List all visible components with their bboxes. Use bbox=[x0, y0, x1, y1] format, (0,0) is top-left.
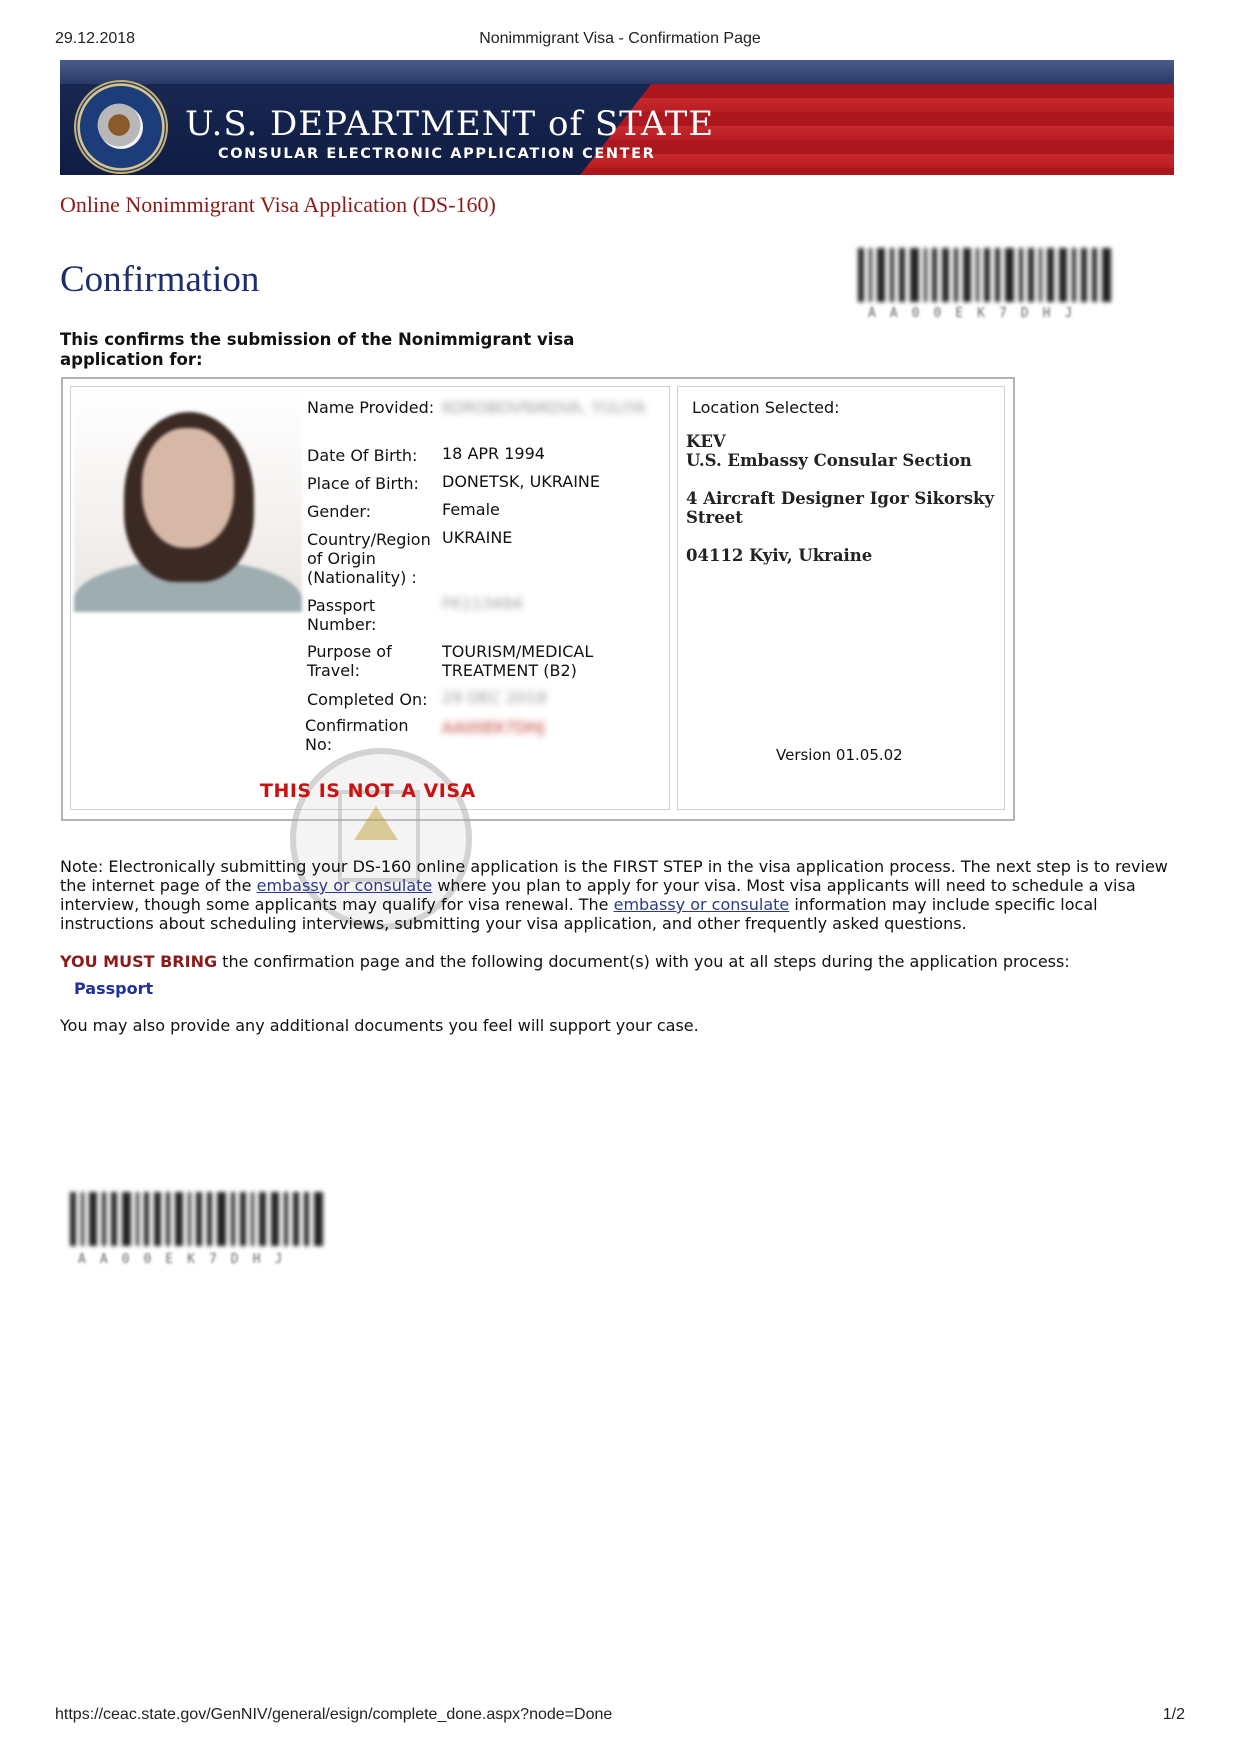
barcode-bar bbox=[1081, 248, 1087, 302]
barcode-bar bbox=[1059, 248, 1067, 302]
not-a-visa-warning: THIS IS NOT A VISA bbox=[260, 780, 476, 802]
location-heading: Location Selected: bbox=[692, 398, 840, 417]
barcode-bar bbox=[890, 248, 894, 302]
label-place-of-birth: Place of Birth: bbox=[307, 474, 419, 493]
embassy-consulate-link[interactable]: embassy or consulate bbox=[256, 876, 433, 895]
must-bring-emphasis: YOU MUST BRING bbox=[60, 952, 218, 971]
location-section: U.S. Embassy Consular Section bbox=[686, 451, 972, 470]
print-date: 29.12.2018 bbox=[55, 30, 136, 47]
label-dob: Date Of Birth: bbox=[307, 446, 418, 465]
barcode-bar bbox=[1005, 248, 1014, 302]
label-nationality: Country/Region of Origin (Nationality) : bbox=[307, 530, 431, 587]
barcode-bar bbox=[1039, 248, 1042, 302]
value-place-of-birth: DONETSK, UKRAINE bbox=[442, 472, 600, 491]
barcode-bar bbox=[954, 248, 958, 302]
barcode-bar bbox=[1028, 248, 1034, 302]
barcode-top bbox=[858, 248, 1111, 302]
label-confirmation-no: Confirmation No: bbox=[305, 716, 409, 754]
barcode-bar bbox=[207, 1192, 212, 1246]
barcode-bar bbox=[251, 1192, 254, 1246]
next-step-note bbox=[60, 857, 1180, 933]
barcode-bar bbox=[240, 1192, 246, 1246]
value-nationality: UKRAINE bbox=[442, 528, 513, 547]
applicant-photo bbox=[74, 392, 302, 612]
barcode-bar bbox=[976, 248, 979, 302]
barcode-bar bbox=[284, 1192, 288, 1246]
must-bring-text: the confirmation page and the following document(s) with you at all steps during the application process: bbox=[217, 952, 1070, 971]
required-document-passport: Passport bbox=[74, 979, 154, 998]
barcode-bar bbox=[89, 1192, 97, 1246]
label-gender: Gender: bbox=[307, 502, 372, 521]
label-completed-on: Completed On: bbox=[307, 690, 428, 709]
application-title: Online Nonimmigrant Visa Application (DS-160) bbox=[60, 192, 496, 217]
banner-title: U.S. DEPARTMENT of STATE bbox=[185, 104, 715, 144]
print-page-number: 1/2 bbox=[1162, 1706, 1185, 1723]
barcode-bar bbox=[858, 248, 864, 302]
value-purpose: TOURISM/MEDICAL TREATMENT (B2) bbox=[442, 642, 594, 680]
barcode-bar bbox=[877, 248, 885, 302]
barcode-bar bbox=[259, 1192, 266, 1246]
barcode-bar bbox=[1102, 248, 1111, 302]
barcode-bar bbox=[995, 248, 1000, 302]
barcode-bar bbox=[924, 248, 927, 302]
value-name: KOROBOVNIKOVA, YULIYA bbox=[442, 398, 647, 417]
location-code: KEV bbox=[686, 432, 726, 451]
eagle-icon bbox=[94, 100, 144, 150]
value-completed-on: 29 DEC 2018 bbox=[442, 688, 547, 707]
location-city: 04112 Kyiv, Ukraine bbox=[686, 546, 873, 565]
note-text-2: where you plan to apply for your visa. Most visa applicants will need to schedule a visa interview, though some applicants may qualify for visa renewal. The bbox=[60, 876, 1136, 914]
barcode-bar bbox=[111, 1192, 117, 1246]
barcode-bar bbox=[102, 1192, 106, 1246]
barcode-bar bbox=[984, 248, 990, 302]
must-bring-notice bbox=[60, 952, 1180, 971]
barcode-bar bbox=[1072, 248, 1076, 302]
barcode-bar bbox=[70, 1192, 76, 1246]
barcode-bar bbox=[314, 1192, 323, 1246]
label-name: Name Provided: bbox=[307, 398, 435, 417]
barcode-bar bbox=[869, 248, 872, 302]
barcode-bar bbox=[122, 1192, 131, 1246]
barcode-bar bbox=[293, 1192, 299, 1246]
value-gender: Female bbox=[442, 500, 500, 519]
banner-top-strip bbox=[60, 60, 1174, 84]
confirmation-intro: This confirms the submission of the Nonimmigrant visa application for: bbox=[60, 330, 575, 369]
barcode-bar bbox=[942, 248, 949, 302]
barcode-bottom bbox=[70, 1192, 323, 1246]
print-title: Nonimmigrant Visa - Confirmation Page bbox=[479, 30, 761, 47]
barcode-bar bbox=[1092, 248, 1097, 302]
barcode-bar bbox=[136, 1192, 139, 1246]
page-title: Confirmation bbox=[60, 259, 260, 300]
note-text-1: Note: Electronically submitting your DS-160 online application is the FIRST STEP in the visa application process. The next step is to review the internet page of the bbox=[60, 857, 1168, 895]
barcode-top-text: AA00EK7DHJ bbox=[868, 306, 1087, 321]
barcode-bar bbox=[144, 1192, 149, 1246]
barcode-bar bbox=[188, 1192, 191, 1246]
barcode-bar bbox=[196, 1192, 202, 1246]
barcode-bar bbox=[231, 1192, 235, 1246]
value-confirmation-no: AA00EK7DHJ bbox=[442, 718, 545, 737]
barcode-bar bbox=[899, 248, 905, 302]
embassy-consulate-info-link[interactable]: embassy or consulate bbox=[613, 895, 790, 914]
banner-subtitle: CONSULAR ELECTRONIC APPLICATION CENTER bbox=[218, 146, 656, 162]
dos-banner bbox=[60, 60, 1174, 175]
barcode-bar bbox=[1047, 248, 1054, 302]
barcode-bar bbox=[963, 248, 971, 302]
print-url: https://ceac.state.gov/GenNIV/general/esign/complete_done.aspx?node=Done bbox=[55, 1706, 613, 1723]
version-label: Version 01.05.02 bbox=[776, 746, 903, 764]
barcode-bar bbox=[304, 1192, 309, 1246]
barcode-bar bbox=[1019, 248, 1023, 302]
label-purpose: Purpose of Travel: bbox=[307, 642, 392, 680]
value-dob: 18 APR 1994 bbox=[442, 444, 545, 463]
barcode-bottom-text: AA00EK7DHJ bbox=[78, 1252, 297, 1267]
barcode-bar bbox=[932, 248, 937, 302]
value-passport: FK113494 bbox=[442, 594, 523, 613]
barcode-bar bbox=[81, 1192, 84, 1246]
barcode-bar bbox=[166, 1192, 170, 1246]
additional-documents-text: You may also provide any additional documents you feel will support your case. bbox=[60, 1016, 699, 1035]
barcode-bar bbox=[175, 1192, 183, 1246]
barcode-bar bbox=[910, 248, 919, 302]
barcode-bar bbox=[271, 1192, 279, 1246]
barcode-bar bbox=[217, 1192, 226, 1246]
note-text-3: information may include specific local instructions about scheduling interviews, submitting your visa application, and other frequently asked questions. bbox=[60, 895, 1098, 933]
barcode-bar bbox=[154, 1192, 161, 1246]
label-passport: Passport Number: bbox=[307, 596, 377, 634]
location-street: 4 Aircraft Designer Igor Sikorsky Street bbox=[686, 489, 995, 527]
